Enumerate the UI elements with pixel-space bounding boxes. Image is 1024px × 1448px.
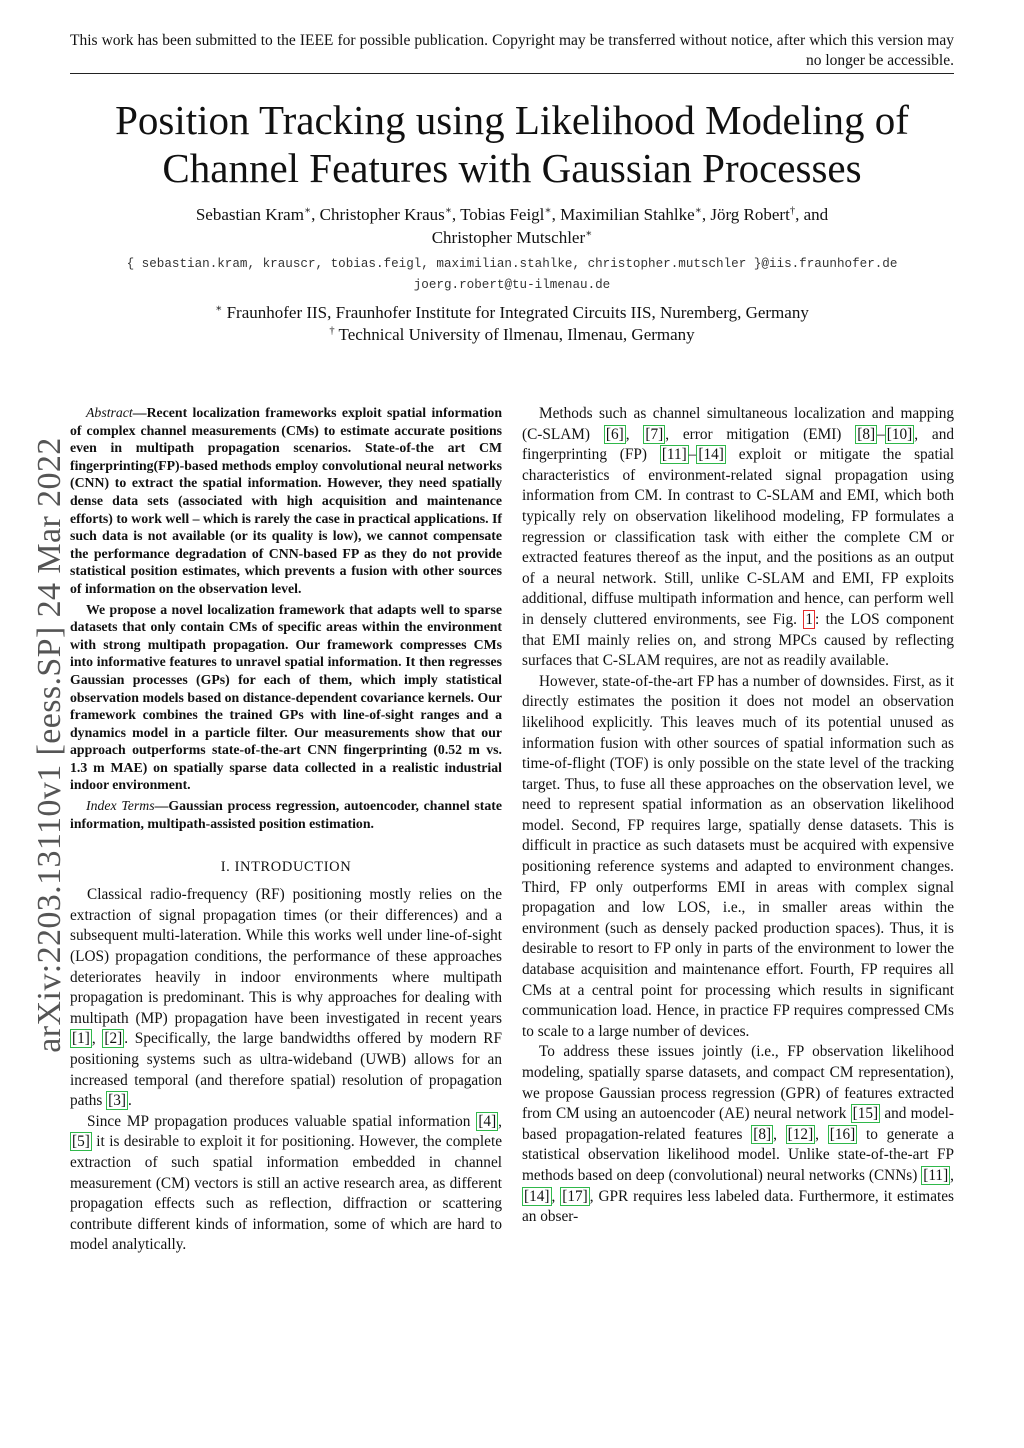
copyright-notice: This work has been submitted to the IEEE for possible publication. Copyright may be transferred without notice, after which this version may no longer be accessible.	[70, 32, 954, 69]
citation-link[interactable]: [16]	[829, 1125, 856, 1143]
citation-link[interactable]: [7]	[645, 425, 664, 443]
author-name: Christopher Mutschler	[431, 228, 586, 247]
citation-link[interactable]: [17]	[562, 1187, 588, 1205]
affiliation-2: Technical University of Ilmenau, Ilmenau, Germany	[334, 325, 695, 344]
citation-link[interactable]: [15]	[852, 1105, 879, 1123]
abstract-paragraph: We propose a novel localization framework that adapts well to sparse datasets that only contain CMs of specific areas within the environment with strong multipath propagation. Our framework compresses CMs into informative features to unravel spatial information. It then regresses Gaussian processes (GPs) for each of them, which imply statistical observation models based on distance-dependent covariance kernels. Our framework combines the trained GPs with line-of-sight ranges and a dynamics model in a particle filter. Our measurements show that our approach outperforms state-of-the-art CNN fingerprinting (0.52 m vs. 1.3 m MAE) on spatially sparse data collected in a realistic industrial indoor environment.	[70, 601, 502, 793]
citation-link[interactable]: [8]	[857, 425, 876, 443]
figure-link[interactable]: 1	[805, 610, 814, 628]
citation-link[interactable]: [3]	[108, 1092, 126, 1110]
abstract-label: Abstract	[86, 405, 133, 420]
author-name: , Christopher Kraus	[311, 205, 445, 224]
affiliation-1: Fraunhofer IIS, Fraunhofer Institute for Integrated Circuits IIS, Nuremberg, Germany	[222, 303, 809, 322]
body-paragraph: To address these issues jointly (i.e., FP observation likelihood modeling, spatially sparse datasets, and compact CM representation), we propose Gaussian process regression (GPR) of features extracted from CM using an autoencoder (AE) neural network [15] and model-based propagation-related features [8] , [12] , [16] to generate a statistical observation likelihood model. Unlike state-of-the-art FP methods based on deep (convolutional) neural networks (CNNs) [11] , [14] , [17] , GPR requires less labeled data. Furthermore, it estimates an obser-	[522, 1043, 954, 1226]
body-paragraph: Methods such as channel simultaneous localization and mapping (C-SLAM) [6] , [7] , error mitigation (EMI) [8] – [10] , and fingerprinting (FP) [11] – [14] exploit or mitigate the spatial characteristics of environment-related signal propagation using information from CM. In contrast to C-SLAM and EMI, which both typically rely on observation likelihood modeling, FP formulates a regression or classification task with either the complete CM or extracted features thereof as the input, and the positions as an output of a neural network. Still, unlike C-SLAM and EMI, FP exploits additional, diffuse multipath information and hence, can perform well in densely cluttered environments, see Fig. 1 : the LOS component that EMI mainly relies on, and strong MPCs caused by reflecting surfaces that C-SLAM requires, are not as readily available.	[522, 405, 955, 670]
title-line-2: Channel Features with Gaussian Processes	[162, 145, 862, 191]
citation-link[interactable]: [10]	[886, 425, 913, 443]
citation-link[interactable]: [5]	[72, 1133, 90, 1151]
citation-link[interactable]: [1]	[72, 1030, 90, 1048]
citation-link[interactable]: [11]	[923, 1166, 949, 1184]
affiliations: ∗ Fraunhofer IIS, Fraunhofer Institute for Integrated Circuits IIS, Nuremberg, Germany † Technical University of Ilmenau, Ilmenau, Germany	[215, 303, 809, 344]
email-line: { sebastian.kram, krauscr, tobias.feigl, maximilian.stahlke, christopher.mutschler }@iis.fraunhofer.de	[126, 257, 898, 271]
body-paragraph: Classical radio-frequency (RF) positioning mostly relies on the extraction of signal propagation times (or their differences) and a subsequent multi-lateration. While this works well under line-of-sight (LOS) propagation conditions, the performance of these approaches deteriorates heavily in indoor environments where multipath propagation is predominant. This is why approaches for dealing with multipath (MP) propagation have been investigated in recent years [1] , [2] . Specifically, the large bandwidths offered by modern RF positioning systems such as ultra-wideband (UWB) allows for an increased temporal (and therefore spatial) resolution of propagation paths [3] .	[70, 886, 502, 1110]
author-name: , Jörg Robert	[701, 205, 790, 224]
author-name: , Tobias Feigl	[451, 205, 545, 224]
citation-link[interactable]: [2]	[104, 1030, 123, 1048]
email-line: joerg.robert@tu-ilmenau.de	[413, 278, 611, 292]
citation-link[interactable]: [8]	[753, 1125, 772, 1143]
arxiv-identifier: arXiv:2203.13110v1 [eess.SP] 24 Mar 2022	[31, 437, 68, 1053]
left-column	[70, 404, 502, 1256]
section-heading: I. INTRODUCTION	[220, 859, 352, 876]
right-column	[522, 404, 954, 1228]
author-name: Sebastian Kram	[195, 205, 304, 224]
citation-link[interactable]: [14]	[524, 1187, 550, 1205]
citation-link[interactable]: [6]	[605, 425, 624, 443]
author-emails	[70, 254, 954, 296]
citation-link[interactable]: [4]	[478, 1112, 497, 1130]
citation-link[interactable]: [11]	[661, 446, 687, 464]
index-terms-label: Index Terms	[86, 798, 155, 814]
title-line-1: Position Tracking using Likelihood Modeling of	[115, 97, 909, 143]
author-name: , Maximilian Stahlke	[551, 205, 695, 224]
citation-link[interactable]: [12]	[787, 1125, 814, 1143]
paper-title	[60, 96, 964, 192]
header-rule	[70, 73, 954, 74]
author-list: Sebastian Kram∗, Christopher Kraus∗, Tobias Feigl∗, Maximilian Stahlke∗, Jörg Robert†, and Christopher Mutschler∗	[195, 205, 829, 247]
citation-link[interactable]: [14]	[698, 446, 724, 464]
body-paragraph: However, state-of-the-art FP has a number of downsides. First, as it directly estimates the position it does not model an observation likelihood explicitly. This leaves much of its potential unused as information fusion with other sources of spatial information such as time-of-flight (TOF) is only possible on the state level of the tracking target. Thus, to fuse all these approaches on the observation level, we need to represent spatial information as an observation likelihood model. Second, FP requires large, spatially dense datasets. This is difficult in practice as such datasets must be acquired with expensive positioning reference systems and adapted to environment changes. Third, FP only outperforms EMI in areas with complex signal propagation and low LOS, i.e., in smaller areas within the environment (such as densely packed production spaces). Thus, it is desirable to resort to FP only in parts of the environment to lower the database acquisition and maintenance effort. Fourth, FP requires all CMs at a central point for processing which results in significant communication load. Hence, in practice FP requires compressed CMs to scale to a large number of devices.	[522, 672, 954, 1040]
index-terms: Index Terms—Gaussian process regression, autoencoder, channel state information, multipath-assisted position estimation.	[70, 798, 502, 831]
abstract-paragraph: Abstract—Recent localization frameworks exploit spatial information of complex channel measurements (CMs) to estimate accurate positions even in multipath propagation scenarios. State-of-the art CM fingerprinting(FP)-based methods employ convolutional neural networks (CNN) to extract the spatial information. However, they need spatially dense data sets (associated with high acquisition and maintenance efforts) to work well – which is rarely the case in practical applications. If such data is not available (or its quality is low), we cannot compensate the performance degradation of CNN-based FP as they do not provide statistical position estimates, which prevents a fusion with other sources of information on the observation level.	[70, 405, 502, 596]
body-paragraph: Since MP propagation produces valuable spatial information [4] , [5] it is desirable to exploit it for positioning. However, the complete extraction of such spatial information embedded in channel measurement (CM) vectors is still an active research area, as different propagation effects such as reflection, diffraction or scattering contribute different kinds of information, some of which are hard to model analytically.	[70, 1112, 502, 1254]
